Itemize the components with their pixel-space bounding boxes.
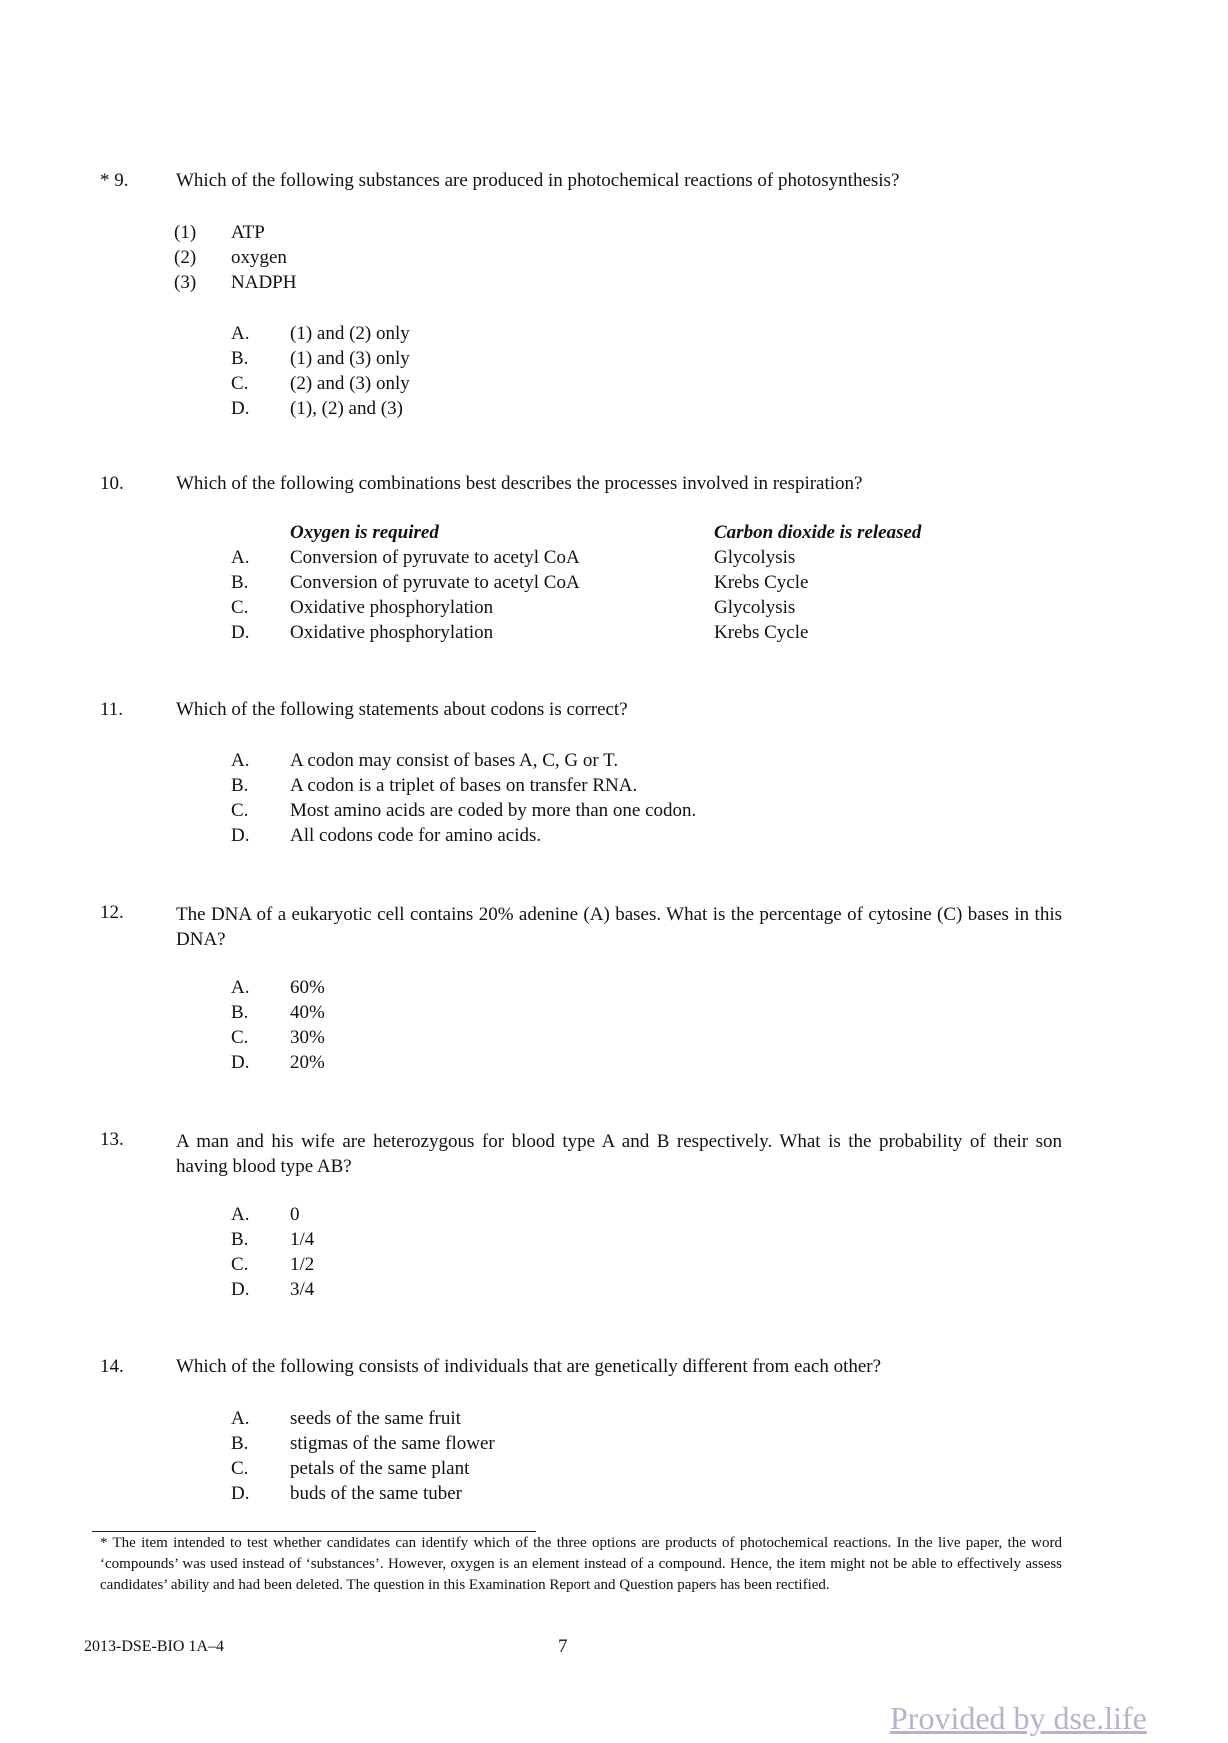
q12-option-d-letter: D. xyxy=(231,1052,250,1073)
q9-option-d-letter: D. xyxy=(231,398,250,419)
q9-option-a-text: (1) and (2) only xyxy=(290,323,410,344)
q9-option-b-text: (1) and (3) only xyxy=(290,348,410,369)
q10-column-header-carbon-dioxide: Carbon dioxide is released xyxy=(714,522,922,543)
q10-option-d-col1: Oxidative phosphorylation xyxy=(290,622,494,643)
q14-option-c-letter: C. xyxy=(231,1458,249,1479)
q9-item-3-text: NADPH xyxy=(231,272,297,293)
question-14-number: 14. xyxy=(100,1356,124,1377)
q11-option-d-letter: D. xyxy=(231,825,250,846)
question-10-number: 10. xyxy=(100,473,124,494)
q9-option-d-text: (1), (2) and (3) xyxy=(290,398,403,419)
footnote: * The item intended to test whether candidates can identify which of the three options are products of photochemical reactions. In the live paper, the word ‘compounds’ was used instead of ‘substances’. However, oxygen is an element instead of a compound. Hence, the item might not be able to effectively assess candidates’ ability and had been deleted. The question in this Examination Report and Question papers has been rectified. xyxy=(100,1535,1062,1593)
q13-option-b-letter: B. xyxy=(231,1229,249,1250)
q11-option-d-text: All codons code for amino acids. xyxy=(290,825,542,846)
q11-option-b-letter: B. xyxy=(231,775,249,796)
q10-option-d-col2: Krebs Cycle xyxy=(714,622,809,643)
q9-option-c-text: (2) and (3) only xyxy=(290,373,410,394)
q11-option-a-text: A codon may consist of bases A, C, G or T. xyxy=(290,750,619,771)
q12-option-a-letter: A. xyxy=(231,977,250,998)
q10-column-header-oxygen: Oxygen is required xyxy=(290,522,439,543)
q12-option-b-letter: B. xyxy=(231,1002,249,1023)
q9-option-b-letter: B. xyxy=(231,348,249,369)
q13-option-d-text: 3/4 xyxy=(290,1279,315,1300)
question-13-number: 13. xyxy=(100,1129,124,1150)
question-11-text: Which of the following statements about codons is correct? xyxy=(176,699,628,720)
watermark-link[interactable]: Provided by dse.life xyxy=(890,1700,1147,1736)
question-11-number: 11. xyxy=(100,699,124,720)
q11-option-a-letter: A. xyxy=(231,750,250,771)
q13-option-a-letter: A. xyxy=(231,1204,250,1225)
paper-code: 2013-DSE-BIO 1A–4 xyxy=(84,1638,224,1655)
question-13-text: A man and his wife are heterozygous for blood type A and B respectively. What is the probability of their son having blood type AB? xyxy=(176,1131,1062,1177)
q10-option-a-col1: Conversion of pyruvate to acetyl CoA xyxy=(290,547,580,568)
question-12-text: The DNA of a eukaryotic cell contains 20% adenine (A) bases. What is the percentage of cytosine (C) bases in this DNA? xyxy=(176,904,1062,950)
q13-option-c-text: 1/2 xyxy=(290,1254,315,1275)
q11-option-c-text: Most amino acids are coded by more than one codon. xyxy=(290,800,697,821)
q14-option-a-letter: A. xyxy=(231,1408,250,1429)
q11-option-c-letter: C. xyxy=(231,800,249,821)
q12-option-c-letter: C. xyxy=(231,1027,249,1048)
q10-option-c-col1: Oxidative phosphorylation xyxy=(290,597,494,618)
q13-option-b-text: 1/4 xyxy=(290,1229,315,1250)
q10-option-a-col2: Glycolysis xyxy=(714,547,796,568)
question-14-text: Which of the following consists of individuals that are genetically different from each other? xyxy=(176,1356,882,1377)
q12-option-a-text: 60% xyxy=(290,977,325,998)
q9-item-1-text: ATP xyxy=(231,222,265,243)
page-number: 7 xyxy=(558,1636,568,1657)
q9-option-c-letter: C. xyxy=(231,373,249,394)
q11-option-b-text: A codon is a triplet of bases on transfer RNA. xyxy=(290,775,638,796)
q9-option-a-letter: A. xyxy=(231,323,250,344)
q14-option-c-text: petals of the same plant xyxy=(290,1458,470,1479)
q13-option-d-letter: D. xyxy=(231,1279,250,1300)
q10-option-d-letter: D. xyxy=(231,622,250,643)
q10-option-c-letter: C. xyxy=(231,597,249,618)
q10-option-a-letter: A. xyxy=(231,547,250,568)
q14-option-a-text: seeds of the same fruit xyxy=(290,1408,461,1429)
q9-item-2-number: (2) xyxy=(174,247,197,268)
footnote-divider xyxy=(92,1531,536,1532)
q14-option-b-letter: B. xyxy=(231,1433,249,1454)
question-12-number: 12. xyxy=(100,902,124,923)
q10-option-b-col2: Krebs Cycle xyxy=(714,572,809,593)
question-10-text: Which of the following combinations best describes the processes involved in respiration? xyxy=(176,473,863,494)
question-9-text: Which of the following substances are produced in photochemical reactions of photosynthesis? xyxy=(176,170,900,191)
q13-option-a-text: 0 xyxy=(290,1204,300,1225)
q14-option-b-text: stigmas of the same flower xyxy=(290,1433,495,1454)
q12-option-b-text: 40% xyxy=(290,1002,325,1023)
q14-option-d-letter: D. xyxy=(231,1483,250,1504)
q13-option-c-letter: C. xyxy=(231,1254,249,1275)
q10-option-b-col1: Conversion of pyruvate to acetyl CoA xyxy=(290,572,580,593)
q9-item-3-number: (3) xyxy=(174,272,197,293)
q10-option-b-letter: B. xyxy=(231,572,249,593)
q14-option-d-text: buds of the same tuber xyxy=(290,1483,463,1504)
q12-option-c-text: 30% xyxy=(290,1027,325,1048)
q9-item-1-number: (1) xyxy=(174,222,197,243)
q12-option-d-text: 20% xyxy=(290,1052,325,1073)
question-9-number: * 9. xyxy=(100,170,129,191)
q10-option-c-col2: Glycolysis xyxy=(714,597,796,618)
q9-item-2-text: oxygen xyxy=(231,247,287,268)
